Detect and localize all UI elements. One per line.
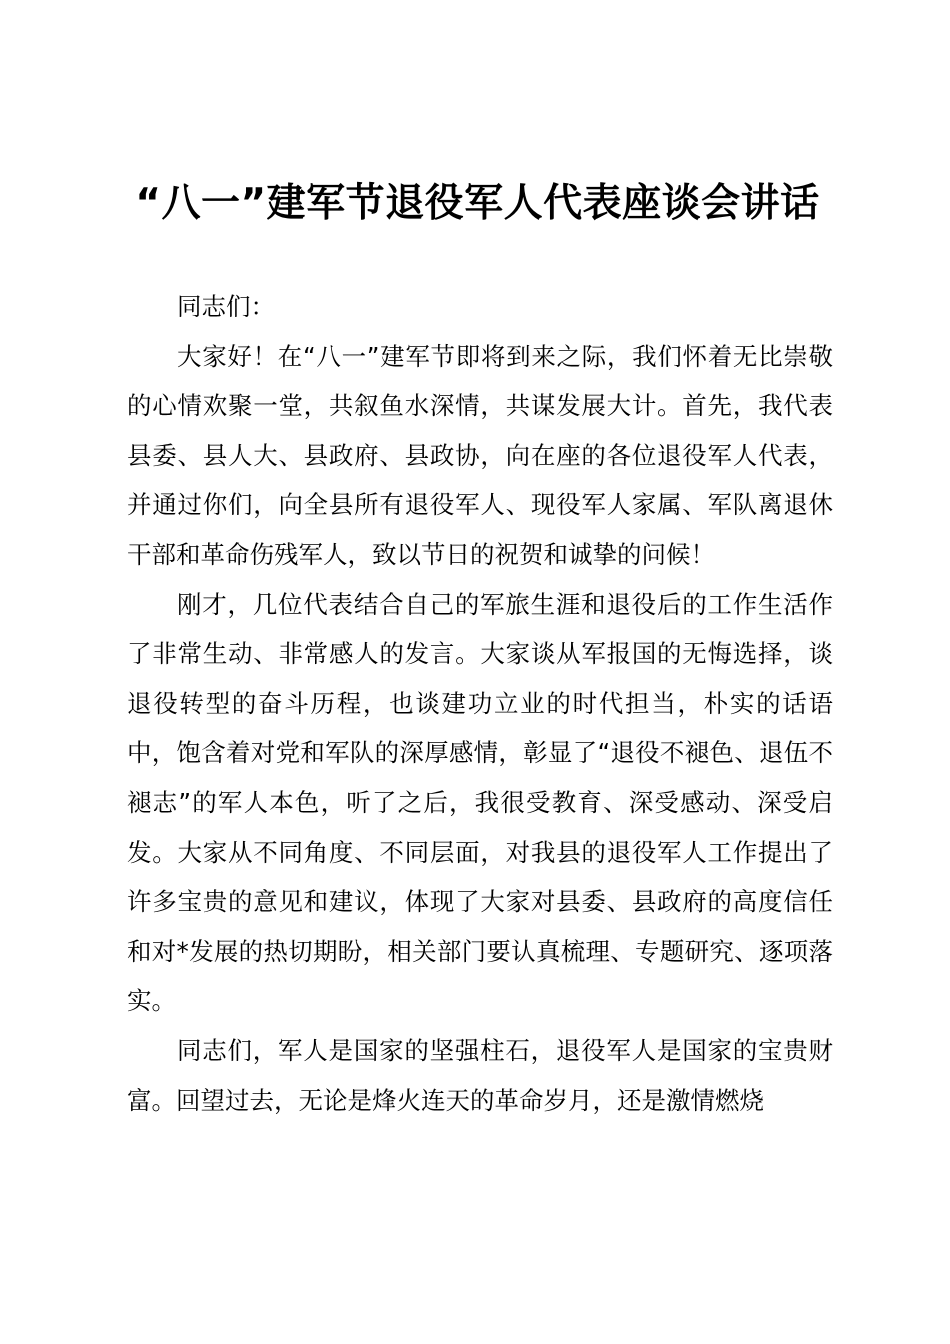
- greeting-paragraph: 大家好！在“八一”建军节即将到来之际，我们怀着无比崇敬的心情欢聚一堂，共叙鱼水深情，共谋发展大计。首先，我代表县委、县人大、县政府、县政协，向在座的各位退役军人代表，并通过你们，向全县所有退役军人、现役军人家属、军队离退休干部和革命伤残军人，致以节日的祝贺和诚挚的问候！: [127, 341, 833, 569]
- speech-paragraph: 刚才，几位代表结合自己的军旅生涯和退役后的工作生活作了非常生动、非常感人的发言。大家谈从军报国的无悔选择，谈退役转型的奋斗历程，也谈建功立业的时代担当，朴实的话语中，饱含着对党和军队的深厚感情，彰显了“退役不褪色、退伍不褪志”的军人本色，听了之后，我很受教育、深受感动、深受启发。大家从不同角度、不同层面，对我县的退役军人工作提出了许多宝贵的意见和建议，体现了大家对县委、县政府的高度信任和对*发展的热切期盼，相关部门要认真梳理、专题研究、逐项落实。: [127, 589, 833, 1016]
- document-body: [127, 282, 833, 1125]
- salutation-paragraph: 同志们：: [177, 292, 275, 321]
- speech-paragraph: 同志们，军人是国家的坚强柱石，退役军人是国家的宝贵财富。回望过去，无论是烽火连天的革命岁月，还是激情燃烧: [127, 1035, 833, 1115]
- document-title: “八一”建军节退役军人代表座谈会讲话: [135, 181, 820, 226]
